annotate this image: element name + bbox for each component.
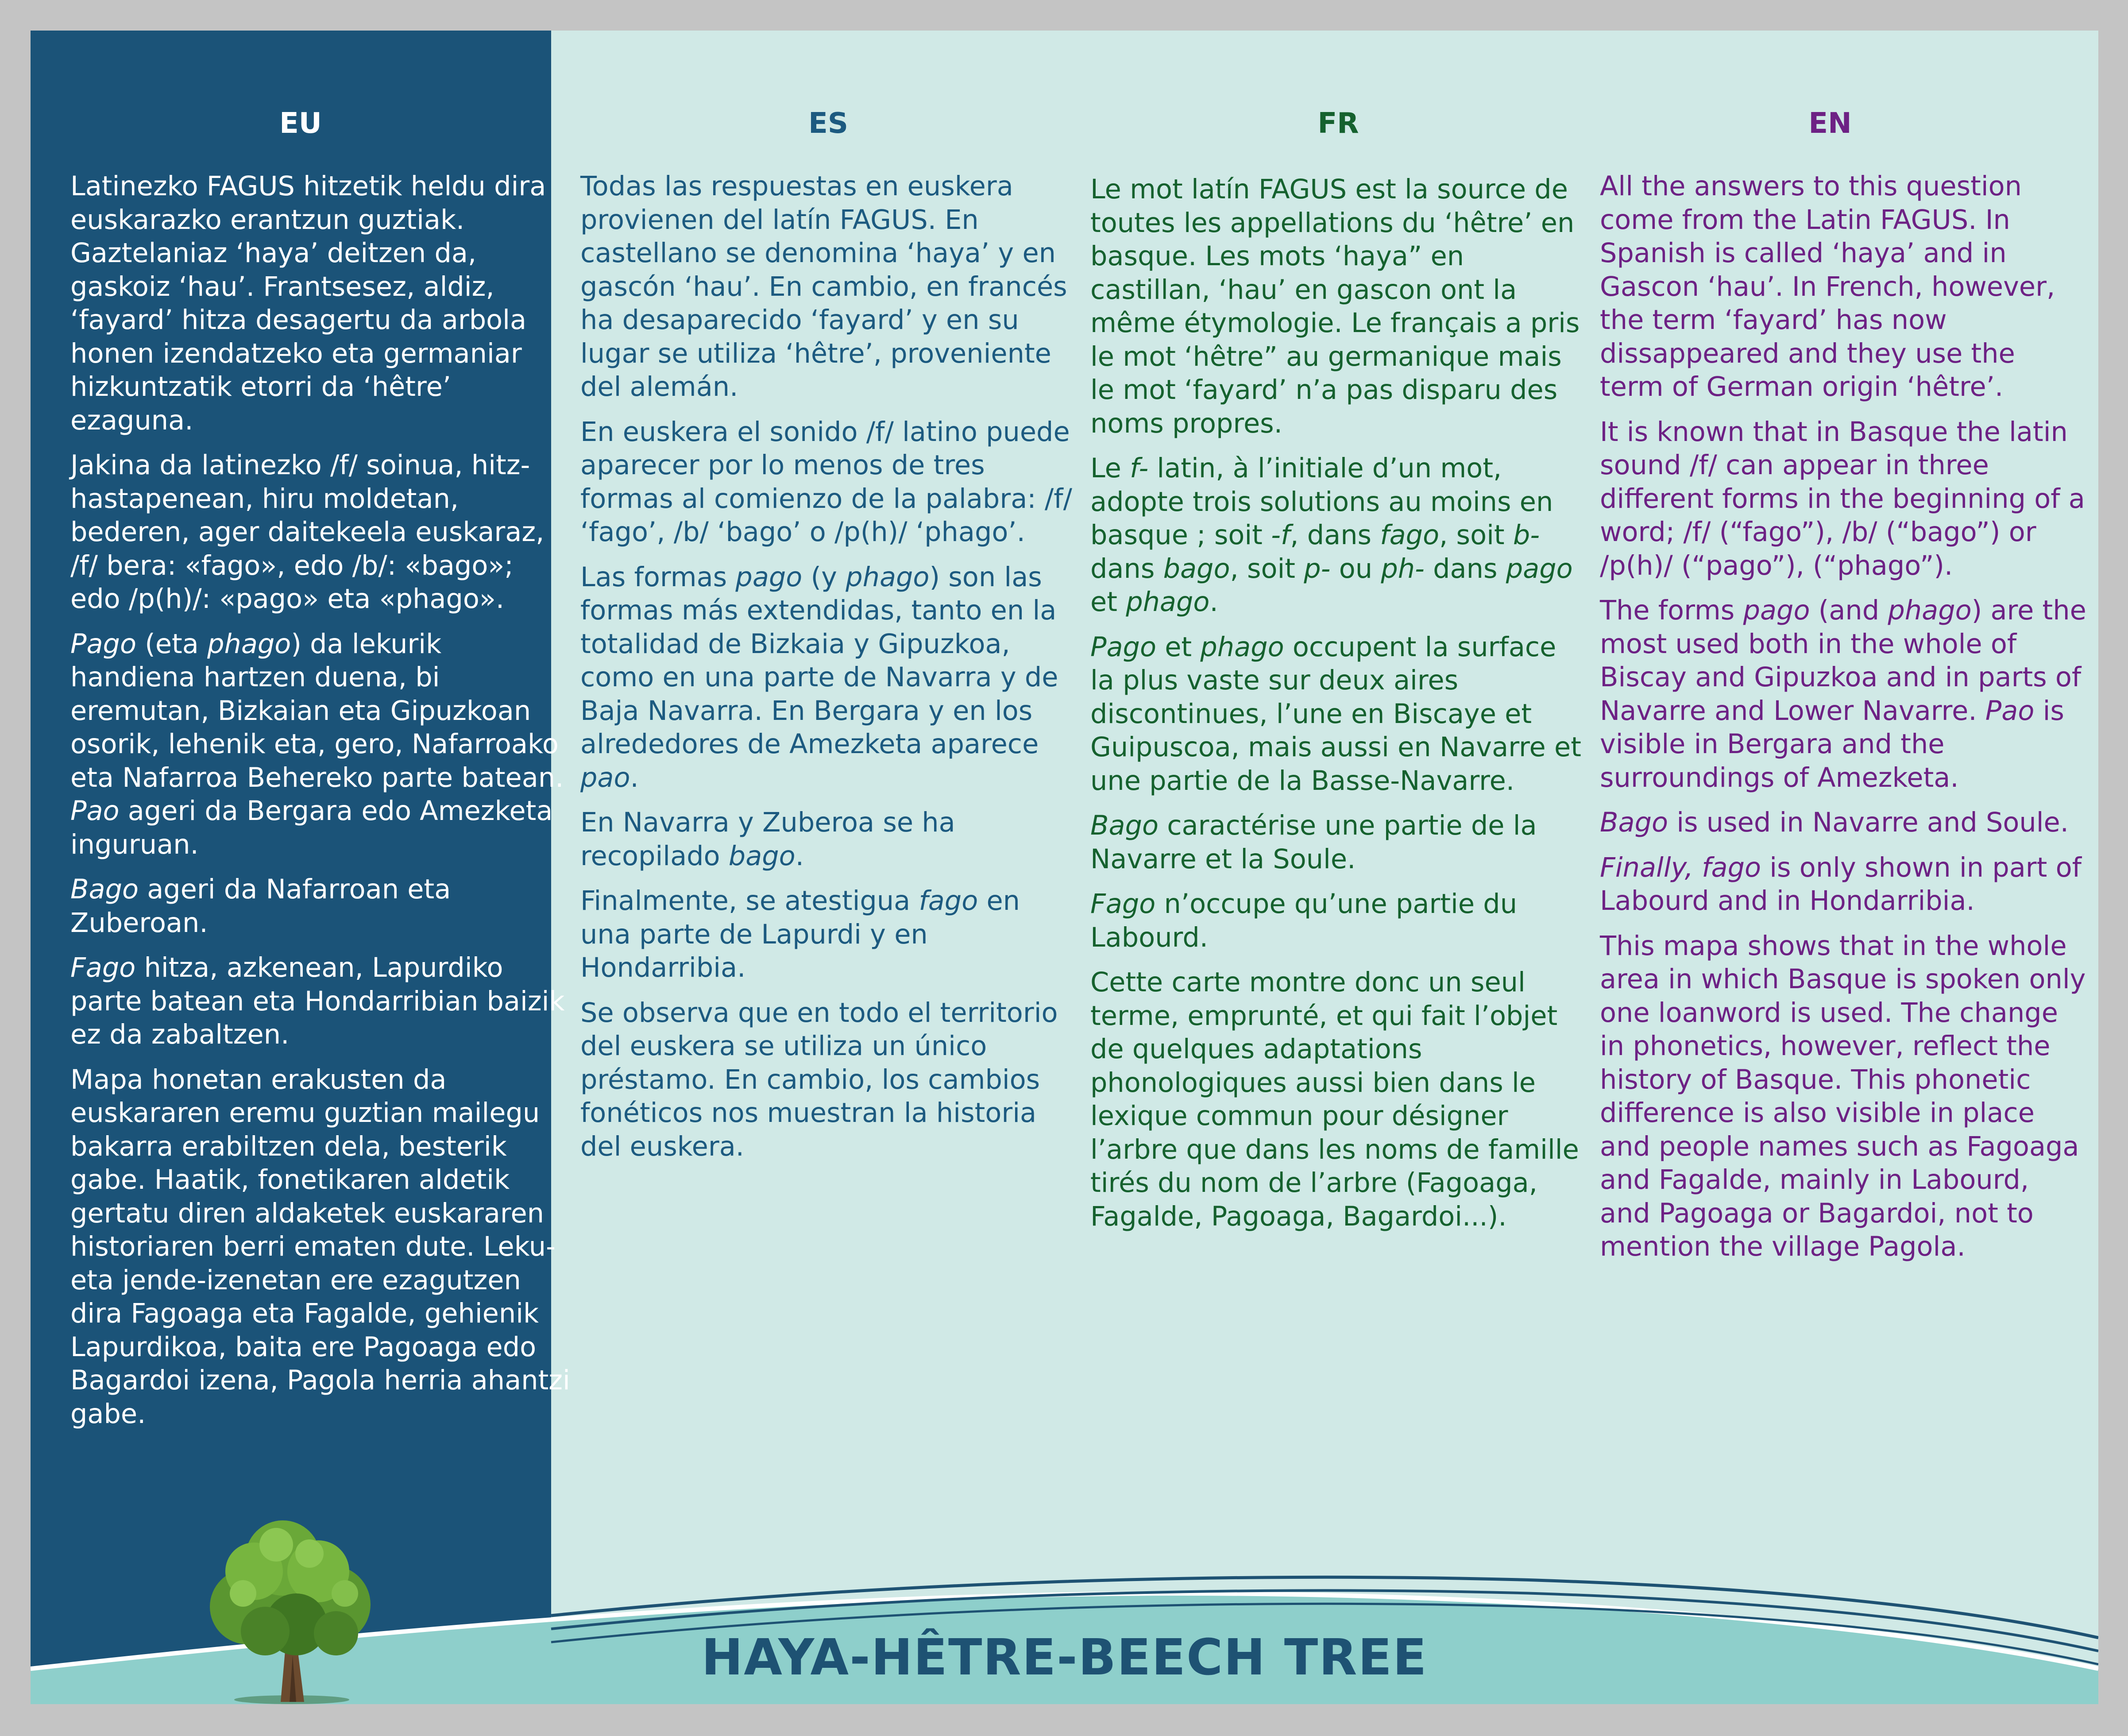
en-term: Bago [1600, 807, 1668, 838]
column-body-fr [1090, 173, 1586, 1245]
eu-paragraph-6: Mapa honetan erakusten da euskararen eremu guztian mailegu bakarra erabiltzen dela, besterik gabe. Haatik, fonetikaren aldetik gertatu diren aldaketek euskararen historiaren berri ematen dute. Leku- eta jende-izenetan ere ezagutzen dira Fagoaga eta Fagalde, gehienik Lapurdikoa, baita ere Pagoaga edo Bagardoi izena, Pagola herria ahantzi gabe. [70, 1064, 570, 1430]
fr-term: Pago [1090, 631, 1156, 663]
en-term: pago [1743, 595, 1810, 626]
fr-paragraph-5: Fago n’occupe qu’une partie du Labourd. [1090, 889, 1518, 953]
footer-title: HAYA-HÊTRE-BEECH TREE [701, 1629, 1428, 1686]
fr-paragraph-3: Pago et phago occupent la surface la plus vaste sur deux aires discontinues, l’une en Biscaye et Guipuscoa, mais aussi en Navarre et une partie de la Basse-Navarre. [1090, 631, 1581, 796]
eu-term: Pago [70, 628, 136, 660]
es-paragraph-4: En Navarra y Zuberoa se ha recopilado bago. [580, 807, 955, 872]
en-paragraph-2: It is known that in Basque the latin sound /f/ can appear in three different forms in the beginning of a word; /f/ (“fago”), /b/ (“bago”) or /p(h)/ (“pago”), (“phago”). [1600, 416, 2085, 581]
poster-panel [31, 31, 2098, 1704]
fr-term: pago [1506, 553, 1573, 584]
en-term: Finally, fago [1600, 852, 1761, 883]
en-paragraph-4: Bago is used in Navarre and Soule. [1600, 807, 2069, 838]
column-heading-es: ES [808, 107, 848, 140]
es-paragraph-3: Las formas pago (y phago) son las formas más extendidas, tanto en la totalidad de Bizkaia y Gipuzkoa, como en una parte de Navarra y de Baja Navarra. En Bergara y en los alrededores de Amezketa aparece pao. [580, 561, 1058, 793]
es-term: bago [728, 840, 796, 872]
column-heading-fr: FR [1317, 107, 1359, 140]
es-term: pago [735, 561, 803, 593]
en-term: phago [1888, 595, 1972, 626]
es-paragraph-5: Finalmente, se atestigua fago en una parte de Lapurdi y en Hondarribia. [580, 885, 1020, 983]
en-paragraph-6: This mapa shows that in the whole area in which Basque is spoken only one loanword is used. The change in phonetics, however, reflect the history of Basque. This phonetic difference is also visible in place and people names such as Fagoaga and Fagalde, mainly in Labourd, and Pagoaga or Bagardoi, not to mention the village Pagola. [1600, 930, 2086, 1262]
eu-paragraph-2: Jakina da latinezko /f/ soinua, hitz-hastapenean, hiru moldetan, bederen, ager daitekeela euskaraz, /f/ bera: «fago», edo /b/: «bago»; edo /p(h)/: «pago» eta «phago». [70, 450, 545, 615]
column-heading-eu: EU [279, 107, 322, 140]
fr-paragraph-6: Cette carte montre donc un seul terme, emprunté, et qui fait l’objet de quelques adaptations phonologiques aussi bien dans le lexique commun pour désigner l’arbre que dans les noms de famille tirés du nom de l’arbre (Fagoaga, Fagalde, Pagoaga, Bagardoi...). [1090, 967, 1579, 1232]
fr-term: ph- [1381, 553, 1425, 584]
eu-term: phago [207, 628, 291, 660]
es-paragraph-1: Todas las respuestas en euskera provienen del latín FAGUS. En castellano se denomina ‘haya’ y en gascón ‘hau’. En cambio, en francés ha desaparecido ‘fayard’ y en su lugar se utiliza ‘hêtre’, proveniente del alemán. [580, 171, 1067, 402]
column-body-en [1600, 170, 2087, 1276]
eu-term: Pao [70, 796, 120, 827]
fr-paragraph-1: Le mot latín FAGUS est la source de toutes les appellations du ‘hêtre’ en basque. Les mots ‘haya” en castillan, ‘hau’ en gascon ont la même étymologie. Le français a pris le mot ‘hêtre” au germanique mais le mot ‘fayard’ n’a pas disparu des noms propres. [1090, 174, 1580, 439]
fr-term: Bago [1090, 810, 1159, 841]
fr-term: fago [1380, 520, 1440, 551]
es-term: fago [919, 885, 978, 916]
column-body-es [580, 170, 1076, 1175]
fr-term: p- [1304, 553, 1331, 584]
es-paragraph-2: En euskera el sonido /f/ latino puede aparecer por lo menos de tres formas al comienzo de la palabra: /f/ ‘fago’, /b/ ‘bago’ o /p(h)/ ‘phago’. [580, 416, 1072, 548]
eu-term: Bago [70, 874, 139, 905]
fr-term: phago [1200, 631, 1284, 663]
eu-paragraph-5: Fago hitza, azkenean, Lapurdiko parte batean eta Hondarribian baizik ez da zabaltzen. [70, 952, 565, 1050]
en-paragraph-1: All the answers to this question come from the Latin FAGUS. In Spanish is called ‘haya’ and in Gascon ‘hau’. In French, however, the term ‘fayard’ has now dissappeared and they use the term of German origin ‘hêtre’. [1600, 171, 2055, 402]
fr-term: f- [1130, 453, 1149, 484]
eu-paragraph-4: Bago ageri da Nafarroan eta Zuberoan. [70, 874, 451, 939]
en-term: Pao [1985, 695, 2035, 727]
fr-term: bago [1163, 553, 1230, 584]
fr-term: phago [1126, 587, 1210, 618]
column-body-eu [70, 170, 571, 1442]
en-paragraph-3: The forms pago (and phago) are the most used both in the whole of Biscay and Gipuzkoa and in parts of Navarre and Lower Navarre. Pao is visible in Bergara and the surroundings of Amezketa. [1600, 595, 2086, 793]
es-paragraph-6: Se observa que en todo el territorio del euskera se utiliza un único préstamo. En cambio, los cambios fonéticos nos muestran la historia del euskera. [580, 997, 1058, 1162]
eu-paragraph-1: Latinezko FAGUS hitzetik heldu dira euskarazko erantzun guztiak. Gaztelaniaz ‘haya’ deitzen da, gaskoiz ‘hau’. Frantsesez, aldiz, ‘fayard’ hitza desagertu da arbola honen izendatzeko eta germaniar hizkuntzatik etorri da ‘hêtre’ ezaguna. [70, 171, 546, 436]
eu-term: Fago [70, 952, 136, 983]
column-heading-en: EN [1808, 107, 1852, 140]
fr-paragraph-2: Le f- latin, à l’initiale d’un mot, adopte trois solutions au moins en basque ; soit -f, dans fago, soit b- dans bago, soit p- ou ph- dans pago et phago. [1090, 453, 1573, 618]
en-paragraph-5: Finally, fago is only shown in part of Labourd and in Hondarribia. [1600, 852, 2082, 916]
es-term: phago [846, 561, 930, 593]
eu-paragraph-3: Pago (eta phago) da lekurik handiena hartzen duena, bi eremutan, Bizkaian eta Gipuzkoan osorik, lehenik eta, gero, Nafarroako eta Nafarroa Behereko parte batean. Pao ageri da Bergara edo Amezketa inguruan. [70, 628, 564, 860]
fr-term: Fago [1090, 889, 1156, 920]
fr-paragraph-4: Bago caractérise une partie de la Navarre et la Soule. [1090, 810, 1537, 875]
fr-term: b- [1513, 520, 1540, 551]
fr-term: -f [1271, 520, 1290, 551]
es-term: pao [580, 762, 630, 793]
